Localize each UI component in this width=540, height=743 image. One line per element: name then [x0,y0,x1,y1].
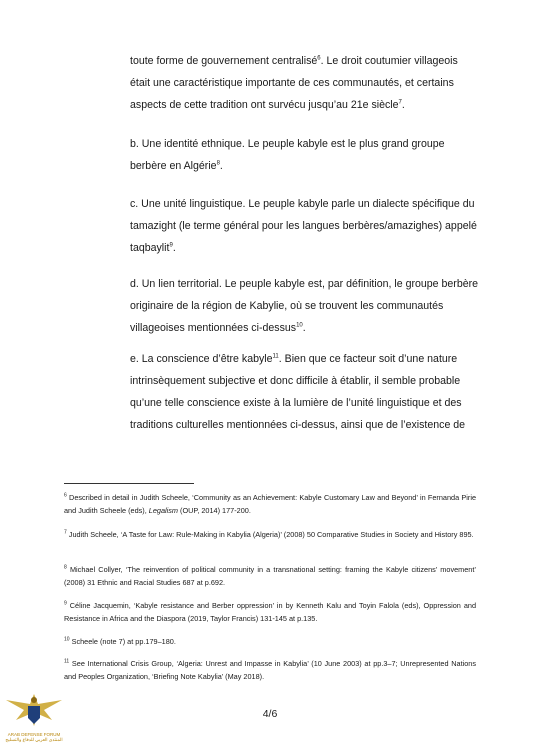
footnote-text: Judith Scheele, ‘A Taste for Law: Rule-Making in Kabylia (Algeria)’ (2008) 50 Comparative Studies in Society and History 895. [66,530,474,539]
paragraph-4 [130,273,480,339]
paragraph-text: . [401,99,405,111]
footnote-number: 10 [64,636,70,643]
footnote-text: See International Crisis Group, ‘Algeria: Unrest and Impasse in Kabylia’ (10 June 2003) at pp.3–7; Unrepresented Nations and Peoples Organization, ‘Briefing Note Kabylia’ (May 2018). [64,659,476,681]
footnote-text-after: (OUP, 2014) 177-200. [177,506,251,515]
paragraph-text: . Le droit coutumier villageois était une caractéristique importante de ces communautés, et certains aspects de cette tradition ont survécu jusqu’au 21e siècle [130,55,458,111]
paragraph-text: c. Une unité linguistique. Le peuple kabyle parle un dialecte spécifique du tamazight (le terme général pour les langues berbères/amazighes) appelé taqbaylit [130,198,477,254]
footnote-text: Céline Jacquemin, ‘Kabyle resistance and Berber oppression’ in by Kenneth Kalu and Toyin Falola (eds), Oppression and Resistance in Africa and the Diaspora (2019, Taylor Francis) 131-145 at p.135. [64,601,476,623]
footnote-11 [64,657,476,683]
paragraph-text: . [172,242,176,254]
footnote-number: 9 [64,600,67,607]
footnote-ref: 8 [216,160,220,167]
footnote-ref: 7 [398,99,402,106]
footnote-ref: 6 [317,55,321,62]
footnote-6 [64,491,476,517]
paragraph-2 [130,133,480,177]
footnote-10 [64,635,476,648]
footnote-text: Described in detail in Judith Scheele, ‘Community as an Achievement: Kabyle Customary Law and Beyond’ in Fernanda Pirie and Judith Scheele (eds), [64,493,476,515]
paragraph-1 [130,50,480,116]
footnote-number: 6 [64,492,67,499]
eagle-shield-icon [2,690,66,732]
footnote-ref: 11 [272,353,279,360]
footnote-text: Michael Collyer, ‘The reinvention of political community in a transnational setting: framing the Kabyle citizens’ movement’ (2008) 31 Ethnic and Racial Studies 687 at p.692. [64,565,476,587]
paragraph-text: . [302,322,306,334]
footnote-number: 8 [64,564,67,571]
paragraph-text: . [219,160,223,172]
footnote-9 [64,599,476,625]
footnote-8 [64,563,476,589]
footnote-number: 11 [64,658,70,665]
paragraph-text: d. Un lien territorial. Le peuple kabyle est, par définition, le groupe berbère originaire de la région de Kabylie, où se trouvent les communautés villageoises mentionnées ci-dessus [130,278,479,334]
paragraph-3 [130,193,480,259]
paragraph-text: toute forme de gouvernement centralisé [130,55,318,67]
footnote-text: Scheele (note 7) at pp.179–180. [69,637,176,646]
watermark-subtitle: المنتدى العربي للدفاع والتسليح [5,737,63,742]
paragraph-text: b. Une identité ethnique. Le peuple kabyle est le plus grand groupe berbère en Algérie [130,138,445,172]
footnote-ref: 10 [296,322,303,329]
footnote-italic: Legalism [148,506,178,515]
footnote-ref: 9 [169,242,173,249]
footnote-number: 7 [64,529,67,536]
paragraph-text: e. La conscience d’être kabyle [130,353,273,365]
watermark-label: ARAB DEFENSE FORUM [7,732,61,737]
page-number: 4/6 [262,708,278,720]
paragraph-5 [130,348,480,436]
footnote-separator [64,483,194,484]
watermark-text [2,732,66,742]
footnote-7 [64,528,476,541]
paragraph-text: . Bien que ce facteur soit d’une nature intrinsèquement subjective et donc difficile à établir, il semble probable qu’une telle conscience existe à la lumière de l’unité linguistique et des traditions culturelles mentionnées ci-dessus, ainsi que de l’existence de [130,353,466,431]
